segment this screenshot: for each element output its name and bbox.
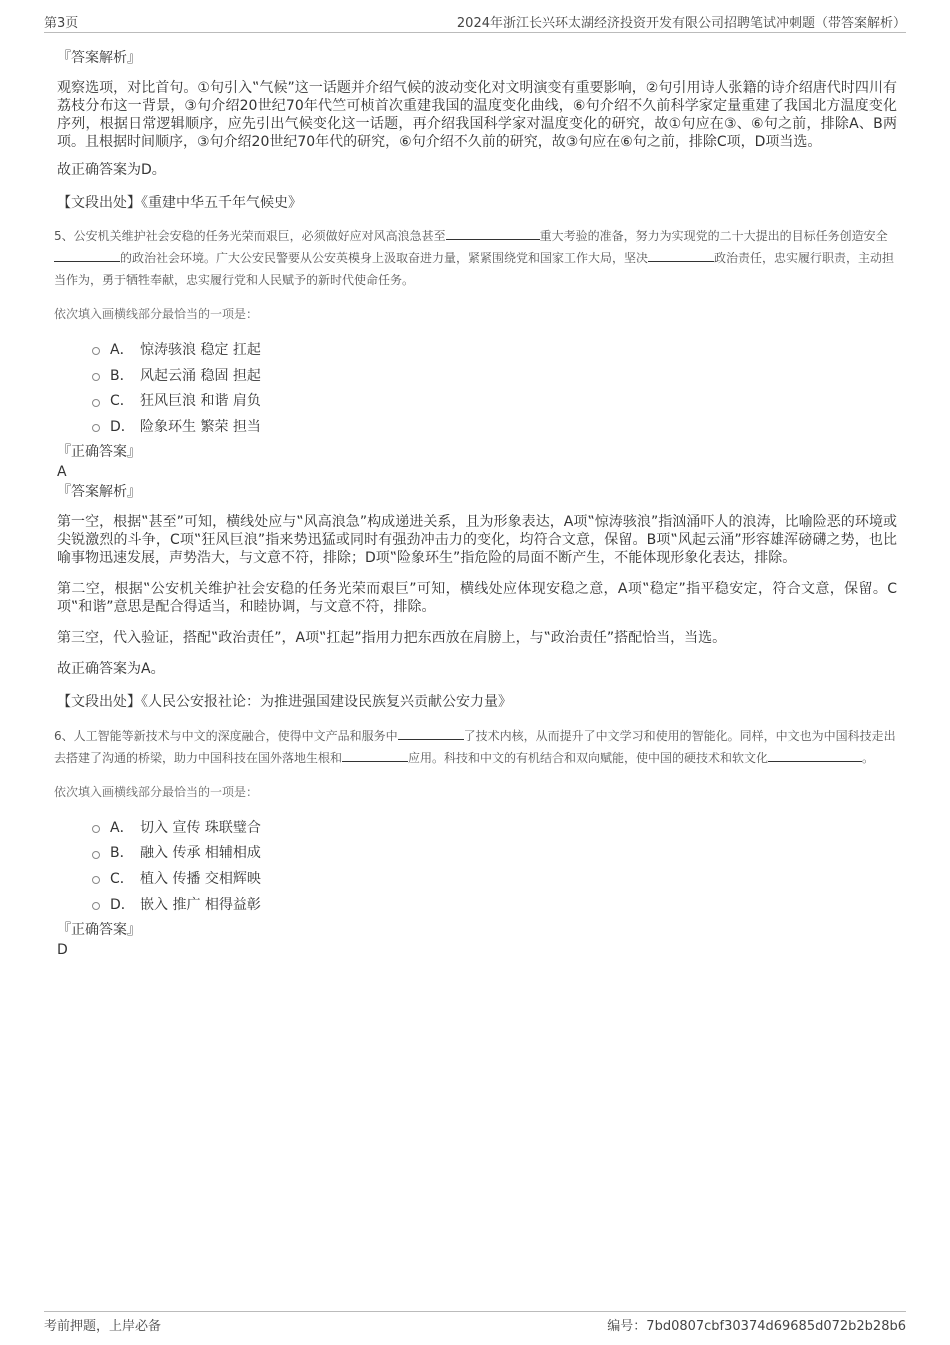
radio-icon[interactable] xyxy=(92,851,100,859)
analysis-label: 『答案解析』 xyxy=(57,483,141,500)
analysis-blank-3: 第三空，代入验证，搭配‟政治责任”，A项‟扛起”指用力把东西放在肩膀上，与‟政治责任”搭配恰当，当选。 xyxy=(57,629,727,646)
option-c[interactable]: C． 植入 传播 交相辉映 xyxy=(92,865,897,891)
source-line xyxy=(57,194,897,212)
analysis-text: 观察选项，对比首句。①句引入‟气候”这一话题并介绍气候的波动变化对文明演变有重要影响，②句引用诗人张籍的诗介绍唐代时四川有荔枝分布这一背景，③句介绍20世纪70年代竺可桢首次重建我国的温度变化曲线，⑥句介绍不久前科学家定量重建了我国北方温度变化序列，根据日常逻辑顺序，应先引出气候变化这一话题，再介绍我国科学家对温度变化的研究，故①句应在③、⑥句之前，排除A、B两项。且根据时间顺序，③句介绍20世纪70年代的研究，⑥句介绍不久前的研究，故③句应在⑥句之前，排除C项，D项当选。 xyxy=(57,80,897,150)
page-number: 第3页 xyxy=(44,16,79,31)
blank-2 xyxy=(54,249,120,262)
blank-3 xyxy=(648,249,714,262)
radio-icon[interactable] xyxy=(92,373,100,381)
options-list xyxy=(92,336,897,439)
question-stem: 6、人工智能等新技术与中文的深度融合，使得中文产品和服务中 了技术内核，从而提升了中文学习和使用的智能化。同样，中文也为中国科技走出去搭建了沟通的桥梁，助力中国科技在国外落地生根和 应用。科技和中文的有机结合和双向赋能，使中国的硬技术和软文化 。 xyxy=(54,728,896,765)
source-title: 《人民公安报社论：为推进强国建设民族复兴贡献公安力量》 xyxy=(141,693,512,710)
question-prompt: 依次填入画横线部分最恰当的一项是： xyxy=(54,784,259,799)
footer-slogan: 考前押题，上岸必备 xyxy=(44,1319,162,1334)
document-id: 编号：7bd0807cbf30374d69685d072b2b28b6 xyxy=(607,1319,906,1334)
question-prompt: 依次填入画横线部分最恰当的一项是： xyxy=(54,307,259,321)
option-d[interactable]: D． 险象环生 繁荣 担当 xyxy=(92,413,897,439)
correct-answer: D xyxy=(57,941,68,958)
analysis-label: 『答案解析』 xyxy=(57,50,141,66)
conclusion-text: 故正确答案为A。 xyxy=(57,660,165,677)
source-title: 《重建中华五千年气候史》 xyxy=(141,195,302,211)
blank-1 xyxy=(398,727,464,740)
option-b[interactable]: B． 融入 传承 相辅相成 xyxy=(92,839,897,865)
answer-label: 『正确答案』 xyxy=(57,921,141,938)
blank-2 xyxy=(342,749,408,762)
options-list xyxy=(92,814,897,917)
page-footer xyxy=(44,1311,906,1334)
conclusion-text: 故正确答案为D。 xyxy=(57,162,166,178)
radio-icon[interactable] xyxy=(92,424,100,432)
question-stem: 5、公安机关维护社会安稳的任务光荣而艰巨，必须做好应对风高浪急甚至 重大考验的准备，努力为实现党的二十大提出的目标任务创造安全的政治社会环境。广大公安民警要从公安英模身上汲取奋进力量，紧紧围绕党和国家工作大局，坚决 政治责任，忠实履行职责，主动担当作为，勇于牺牲奉献，忠实履行党和人民赋予的新时代使命任务。 xyxy=(54,229,895,287)
analysis-blank-2: 第二空，根据‟公安机关维护社会安稳的任务光荣而艰巨”可知，横线处应体现安稳之意，A项‟稳定”指平稳安定，符合文意，保留。C项‟和谐”意思是配合得适当，和睦协调，与文意不符，排除。 xyxy=(57,580,897,615)
source-label: 【文段出处】 xyxy=(57,693,141,710)
source-line xyxy=(57,693,897,711)
answer-label: 『正确答案』 xyxy=(57,443,141,460)
option-d[interactable]: D． 嵌入 推广 相得益彰 xyxy=(92,891,897,917)
question-6 xyxy=(54,725,897,959)
question-5 xyxy=(54,225,897,503)
blank-3 xyxy=(768,749,862,762)
radio-icon[interactable] xyxy=(92,399,100,407)
correct-answer: A xyxy=(57,463,67,480)
page-header xyxy=(44,12,906,33)
radio-icon[interactable] xyxy=(92,876,100,884)
analysis-blank-1: 第一空，根据‟甚至”可知，横线处应与‟风高浪急”构成递进关系，且为形象表达，A项‟惊涛骇浪”指汹涌吓人的浪涛，比喻险恶的环境或尖锐激烈的斗争，C项‟狂风巨浪”指来势迅猛或同时有强劲冲击力的变化，均符合文意，保留。B项‟风起云涌”形容雄浑磅礴之势，也比喻事物迅速发展，声势浩大，与文意不符，排除；D项‟险象环生”指危险的局面不断产生，不能体现形象化表达，排除。 xyxy=(57,513,897,566)
option-b[interactable]: B． 风起云涌 稳固 担起 xyxy=(92,362,897,388)
radio-icon[interactable] xyxy=(92,825,100,833)
option-a[interactable]: A． 惊涛骇浪 稳定 扛起 xyxy=(92,336,897,362)
blank-1 xyxy=(446,227,540,240)
radio-icon[interactable] xyxy=(92,902,100,910)
radio-icon[interactable] xyxy=(92,347,100,355)
option-a[interactable]: A． 切入 宣传 珠联璧合 xyxy=(92,814,897,840)
option-c[interactable]: C． 狂风巨浪 和谐 肩负 xyxy=(92,387,897,413)
source-label: 【文段出处】 xyxy=(57,195,141,211)
document-title: 2024年浙江长兴环太湖经济投资开发有限公司招聘笔试冲刺题（带答案解析） xyxy=(456,16,906,31)
document-body xyxy=(54,47,897,959)
